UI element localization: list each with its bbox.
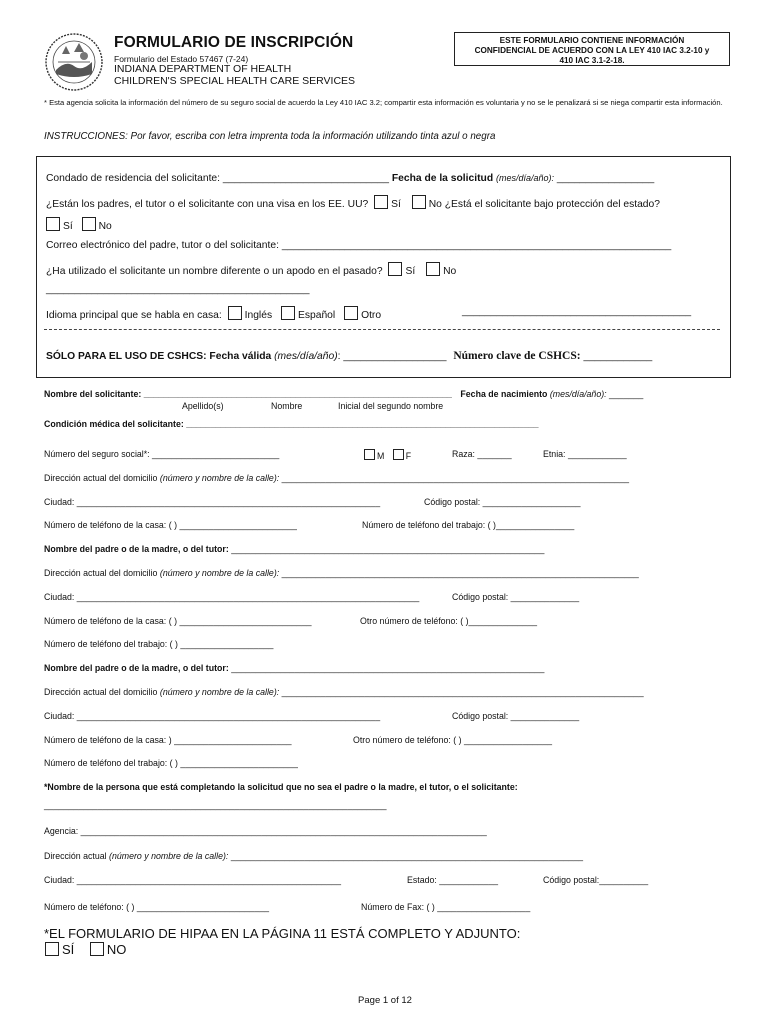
ssn-field[interactable]: Número del seguro social*: __________________________ xyxy=(44,449,280,459)
spanish-label: Español xyxy=(297,310,336,321)
county-label: Condado de residencia del solicitante: _____________________________ xyxy=(46,173,389,184)
ethnicity-field[interactable]: Etnia: ____________ xyxy=(543,449,627,459)
parent2-name-label: Nombre del padre o de la madre, o del tutor: xyxy=(44,663,229,673)
ward-no-checkbox[interactable] xyxy=(82,217,96,231)
applicant-name-field: Nombre del solicitante: _______________________________________________________________ xyxy=(44,389,452,399)
ward-answer-row xyxy=(46,217,112,232)
sex-row xyxy=(363,449,411,461)
office-use-row xyxy=(46,350,652,362)
completer-name-field[interactable]: ______________________________________________________________________ xyxy=(44,800,387,810)
cshcs-key-field[interactable]: ____________ xyxy=(583,351,653,362)
completer-address-format: (número y nombre de la calle): xyxy=(109,851,229,861)
parent1-name-field[interactable] xyxy=(44,544,544,554)
completer-address-field[interactable] xyxy=(44,851,583,861)
parent2-name-field[interactable] xyxy=(44,663,544,673)
agency-field[interactable]: Agencia: ___________________________________________________________________________________ xyxy=(44,826,487,836)
completer-phone-field[interactable]: Número de teléfono: ( ) ___________________________ xyxy=(44,902,269,912)
female-label: F xyxy=(405,451,412,461)
ward-no-label: No xyxy=(98,221,112,232)
application-date-label: Fecha de la solicitud xyxy=(391,173,494,184)
spanish-checkbox[interactable] xyxy=(281,306,295,320)
department-name xyxy=(114,63,355,87)
office-date-field[interactable]: : __________________ xyxy=(337,351,447,362)
applicant-city-field[interactable]: Ciudad: ______________________________________________________________ xyxy=(44,497,381,507)
visa-yes-checkbox[interactable] xyxy=(374,195,388,209)
name-sublabel-last: Apellido(s) xyxy=(182,401,224,411)
hipaa-answer-row xyxy=(44,942,126,957)
race-field[interactable]: Raza: _______ xyxy=(452,449,512,459)
parent1-address-line: _________________________________________________________________________ xyxy=(281,568,639,578)
alias-yes-checkbox[interactable] xyxy=(388,262,402,276)
parent2-zip-field[interactable]: Código postal: ______________ xyxy=(452,711,580,721)
form-number: Formulario del Estado 57467 (7-24) xyxy=(114,54,249,64)
applicant-address-label: Dirección actual del domicilio xyxy=(44,473,158,483)
applicant-home-phone-field[interactable]: Número de teléfono de la casa: ( ) ________________________ xyxy=(44,520,297,530)
english-checkbox[interactable] xyxy=(228,306,242,320)
parent1-work-phone-field[interactable]: Número de teléfono del trabajo: ( ) ___________________ xyxy=(44,639,274,649)
email-field[interactable]: Correo electrónico del padre, tutor o del solicitante: ____________________________________________________________________ xyxy=(46,240,672,251)
applicant-work-phone-field[interactable]: Número de teléfono del trabajo: ( )________________ xyxy=(362,520,575,530)
male-checkbox[interactable] xyxy=(364,449,375,460)
applicant-address-format: (número y nombre de la calle): xyxy=(159,473,280,483)
parent2-home-phone-field[interactable]: Número de teléfono de la casa: ) ________________________ xyxy=(44,735,292,745)
hipaa-no-checkbox[interactable] xyxy=(90,942,104,956)
parent1-name-line: ________________________________________________________________ xyxy=(231,544,545,554)
application-date-format: (mes/día/año): xyxy=(495,173,555,183)
hipaa-yes-checkbox[interactable] xyxy=(45,942,59,956)
cshcs-key-label: Número clave de CSHCS: xyxy=(453,350,581,362)
dob-field: _______ xyxy=(609,389,644,399)
female-checkbox[interactable] xyxy=(393,449,404,460)
visa-yes-label: Sí xyxy=(391,199,401,210)
dashed-divider xyxy=(44,329,720,330)
instructions: INSTRUCCIONES: Por favor, escriba con letra imprenta toda la información utilizando tinta azul o negra xyxy=(44,131,496,142)
completer-address-line: ________________________________________________________________________ xyxy=(230,851,584,861)
applicant-name-row[interactable] xyxy=(44,389,643,399)
parent2-name-line: ________________________________________________________________ xyxy=(231,663,545,673)
ward-question: ¿Está el solicitante bajo protección del estado? xyxy=(444,199,660,210)
dob-label: Fecha de nacimiento xyxy=(460,389,548,399)
completer-fax-field[interactable]: Número de Fax: ( ) ___________________ xyxy=(361,902,531,912)
ward-yes-checkbox[interactable] xyxy=(46,217,60,231)
parent2-other-phone-field[interactable]: Otro número de teléfono: ( ) __________________ xyxy=(353,735,553,745)
english-label: Inglés xyxy=(244,310,273,321)
parent2-work-phone-field[interactable]: Número de teléfono del trabajo: ( ) ________________________ xyxy=(44,758,298,768)
parent1-address-format: (número y nombre de la calle): xyxy=(159,568,280,578)
other-language-checkbox[interactable] xyxy=(344,306,358,320)
parent1-home-phone-field[interactable]: Número de teléfono de la casa: ( ) ___________________________ xyxy=(44,616,312,626)
completer-city-field[interactable]: Ciudad: ______________________________________________________ xyxy=(44,875,341,885)
name-sublabel-middle: Inicial del segundo nombre xyxy=(338,401,444,411)
completer-zip-field[interactable]: Código postal:__________ xyxy=(543,875,649,885)
parent1-name-label: Nombre del padre o de la madre, o del tutor: xyxy=(44,544,229,554)
completer-address-label: Dirección actual xyxy=(44,851,107,861)
alias-question: ¿Ha utilizado el solicitante un nombre diferente o un apodo en el pasado? xyxy=(46,266,383,277)
male-label: M xyxy=(377,451,385,461)
parent2-address-field[interactable] xyxy=(44,687,644,697)
department-line-2: CHILDREN'S SPECIAL HEALTH CARE SERVICES xyxy=(114,75,356,87)
dob-format: (mes/día/año): xyxy=(549,389,607,399)
alias-no-label: No xyxy=(443,266,457,277)
hipaa-no-label: NO xyxy=(106,942,127,957)
parent2-address-label: Dirección actual del domicilio xyxy=(44,687,158,697)
parent2-address-format: (número y nombre de la calle): xyxy=(159,687,280,697)
visa-no-label: No xyxy=(428,199,442,210)
parent2-address-line: __________________________________________________________________________ xyxy=(281,687,644,697)
indiana-state-seal-icon xyxy=(44,32,104,92)
completer-label: *Nombre de la persona que está completando la solicitud que no sea el padre o la madre, el tutor, o el solicitante: xyxy=(44,782,518,792)
medical-condition-field[interactable]: Condición médica del solicitante: ________________________________________________________________________ xyxy=(44,419,539,429)
visa-no-checkbox[interactable] xyxy=(412,195,426,209)
alias-yes-label: Sí xyxy=(405,266,416,277)
ward-yes-label: Sí xyxy=(63,221,73,232)
completer-state-field[interactable]: Estado: ____________ xyxy=(407,875,498,885)
other-language-label: Otro xyxy=(361,310,382,321)
alias-field[interactable]: ______________________________________________ xyxy=(46,284,310,295)
form-title: FORMULARIO DE INSCRIPCIÓN xyxy=(114,34,354,51)
alias-question-row xyxy=(46,262,456,277)
parent1-address-field[interactable] xyxy=(44,568,639,578)
county-field[interactable] xyxy=(46,173,654,184)
parent1-address-label: Dirección actual del domicilio xyxy=(44,568,158,578)
confidential-notice-box xyxy=(454,32,730,66)
visa-question-row xyxy=(46,195,660,210)
other-language-field[interactable]: ________________________________________ xyxy=(462,306,692,317)
applicant-address-line: _______________________________________________________________________ xyxy=(281,473,630,483)
office-date-format: (mes/día/año) xyxy=(274,351,338,362)
office-use-label: SÓLO PARA EL USO DE CSHCS: Fecha válida xyxy=(46,351,272,362)
applicant-zip-field[interactable]: Código postal: ____________________ xyxy=(424,497,581,507)
application-date-line: _________________ xyxy=(556,173,655,184)
page-number: Page 1 of 12 xyxy=(358,995,412,1006)
confidential-line-3: 410 IAC 3.1-2-18. xyxy=(559,56,625,65)
parent1-other-phone-field[interactable]: Otro número de teléfono: ( )______________ xyxy=(360,616,538,626)
hipaa-yes-label: SÍ xyxy=(62,942,75,957)
department-line-1: INDIANA DEPARTMENT OF HEALTH xyxy=(114,63,292,75)
parent1-zip-field[interactable]: Código postal: ______________ xyxy=(452,592,580,602)
confidential-line-1: ESTE FORMULARIO CONTIENE INFORMACIÓN xyxy=(499,36,685,45)
ssn-notice: * Esta agencia solicita la información del número de su seguro social de acuerdo la Ley 410 IAC 3.2; compartir esta información es voluntaria y no se le penalizará si se niega compartir esta información. xyxy=(44,98,723,107)
language-row xyxy=(46,306,381,321)
parent1-city-field[interactable]: Ciudad: ______________________________________________________________________ xyxy=(44,592,420,602)
parent2-city-field[interactable]: Ciudad: ______________________________________________________________ xyxy=(44,711,381,721)
confidential-line-2: CONFIDENCIAL DE ACUERDO CON LA LEY 410 IAC 3.2-10 y xyxy=(474,46,710,55)
visa-question: ¿Están los padres, el tutor o el solicitante con una visa en los EE. UU? xyxy=(46,199,369,210)
alias-no-checkbox[interactable] xyxy=(426,262,440,276)
language-label: Idioma principal que se habla en casa: xyxy=(46,310,222,321)
applicant-address-field[interactable] xyxy=(44,473,629,483)
name-sublabel-first: Nombre xyxy=(271,401,303,411)
hipaa-statement: *EL FORMULARIO DE HIPAA EN LA PÁGINA 11 ESTÁ COMPLETO Y ADJUNTO: xyxy=(44,926,521,941)
